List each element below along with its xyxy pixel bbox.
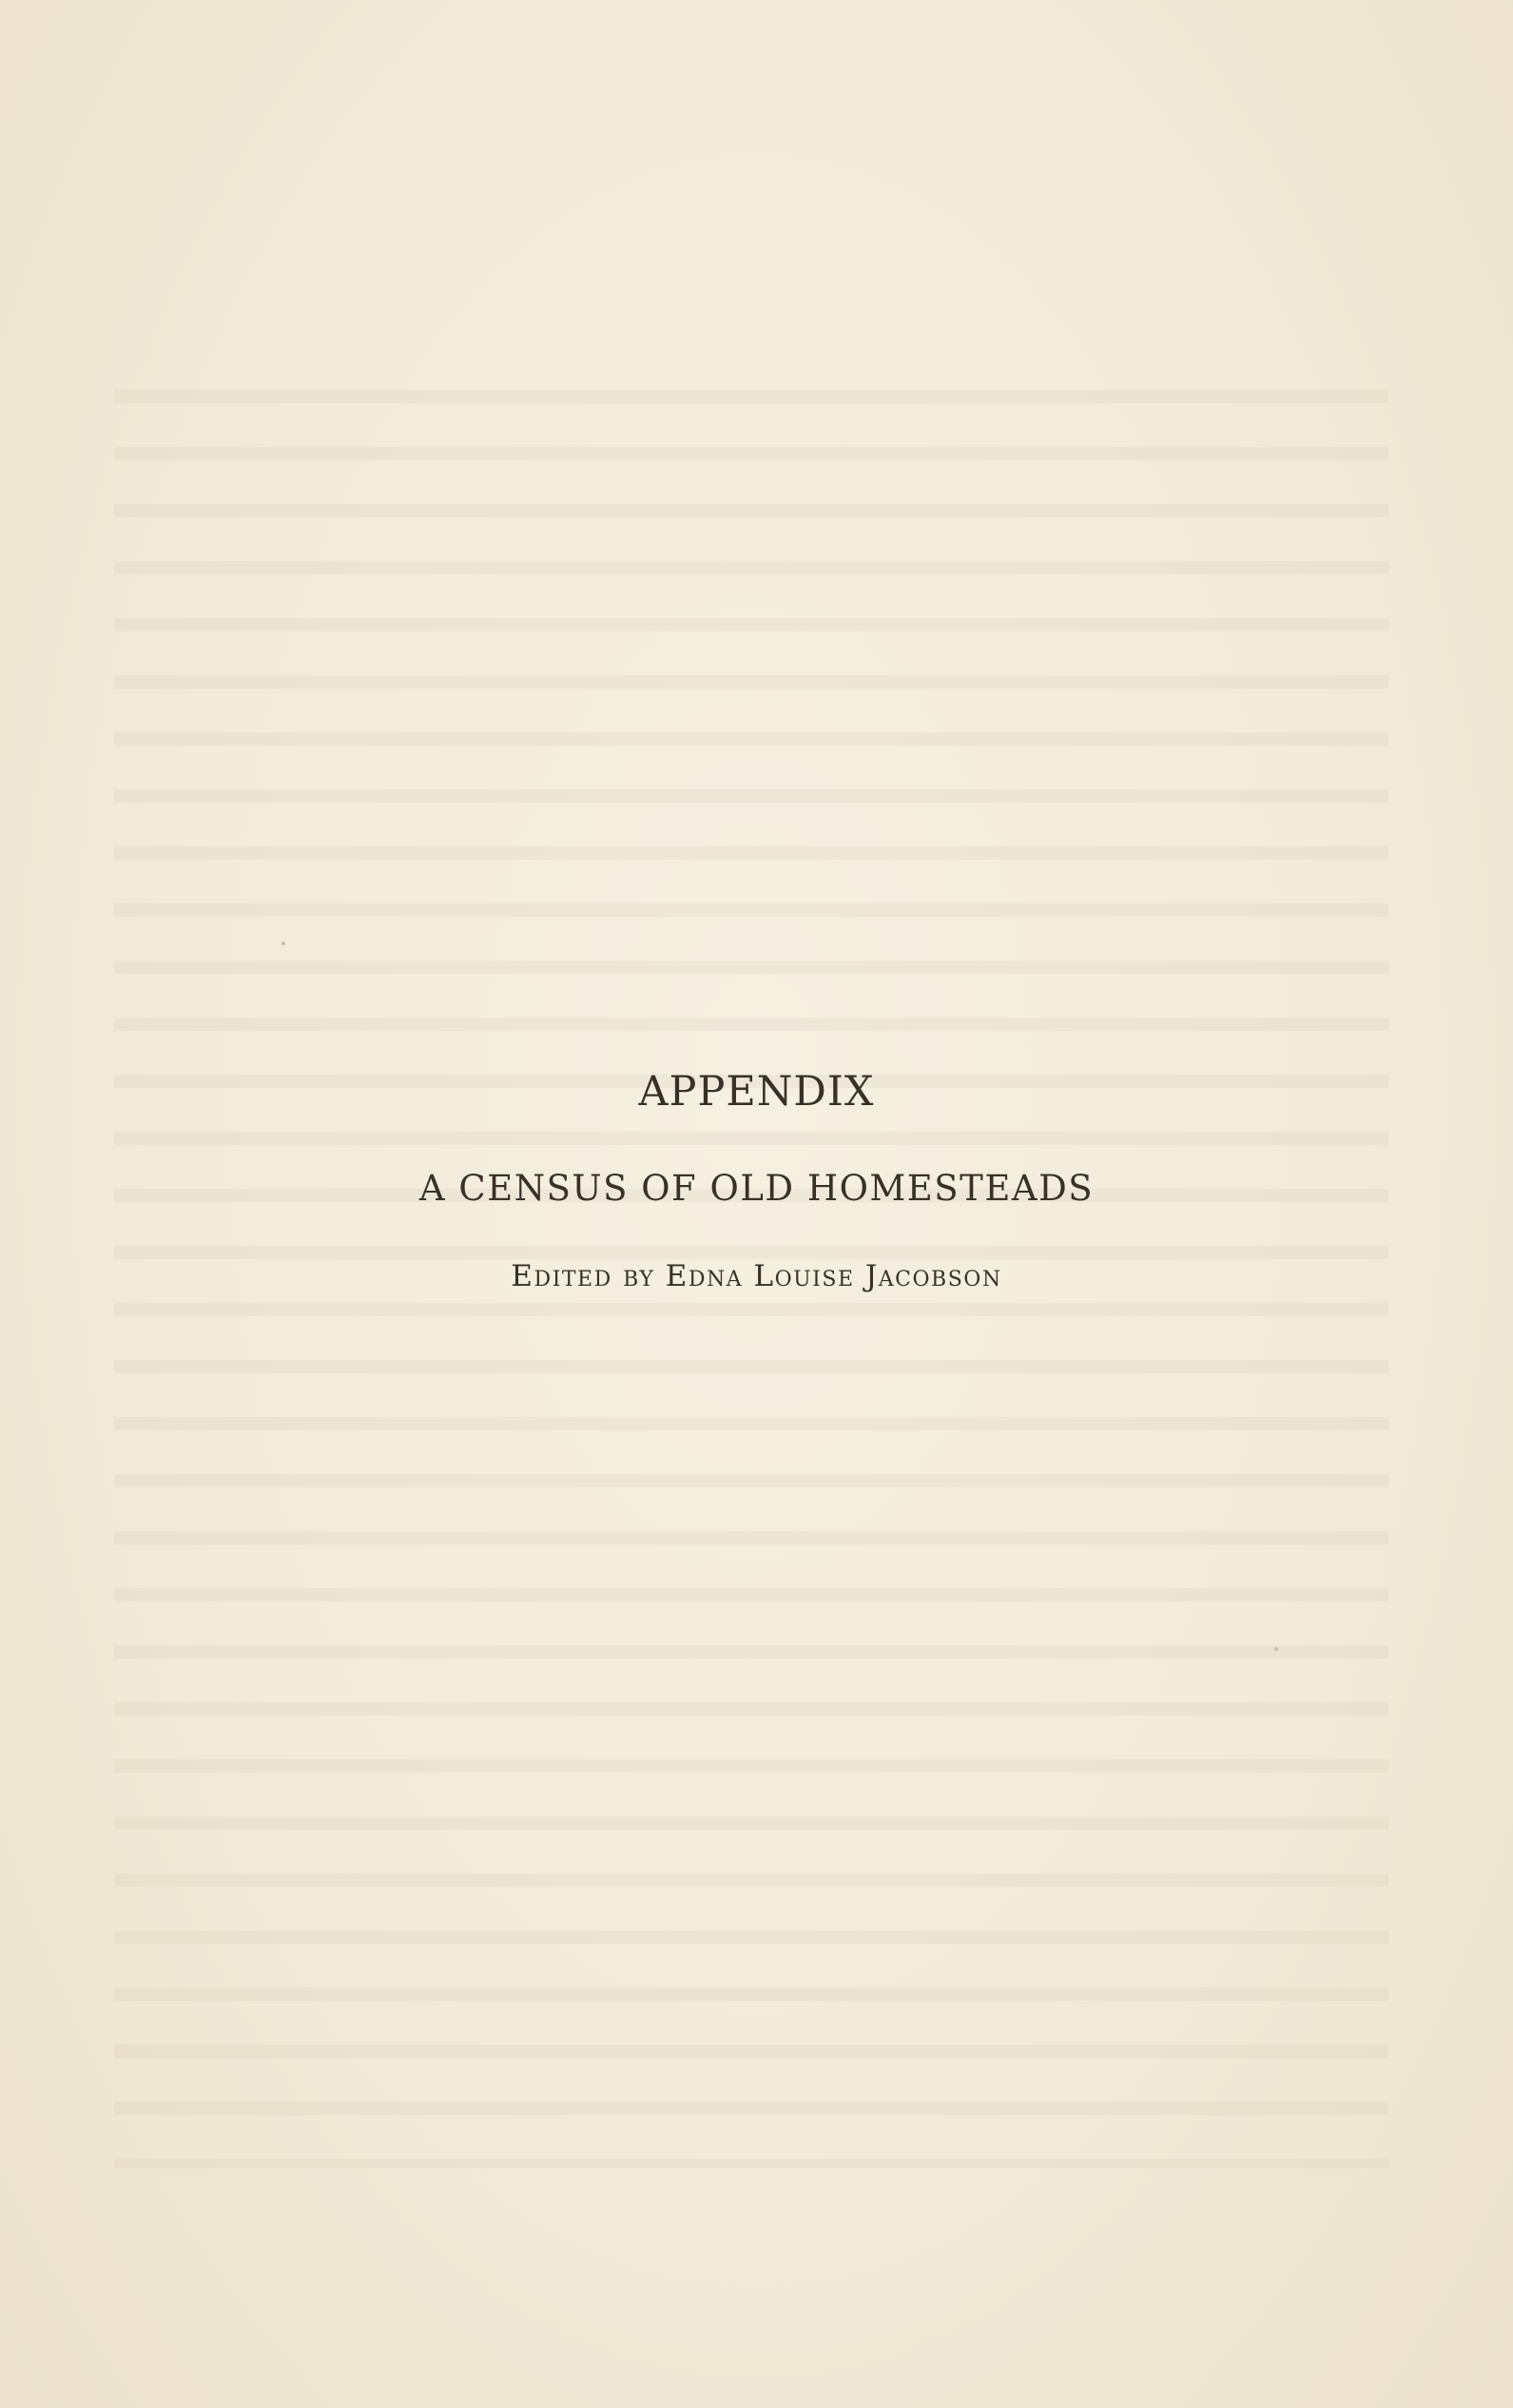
census-heading: A CENSUS OF OLD HOMESTEADS [418,1168,1095,1209]
paper-speck [281,942,285,945]
paper-speck [1274,1647,1278,1651]
appendix-heading: APPENDIX [638,1068,875,1116]
editor-credit: Edited by Edna Louise Jacobson [511,1259,1002,1293]
